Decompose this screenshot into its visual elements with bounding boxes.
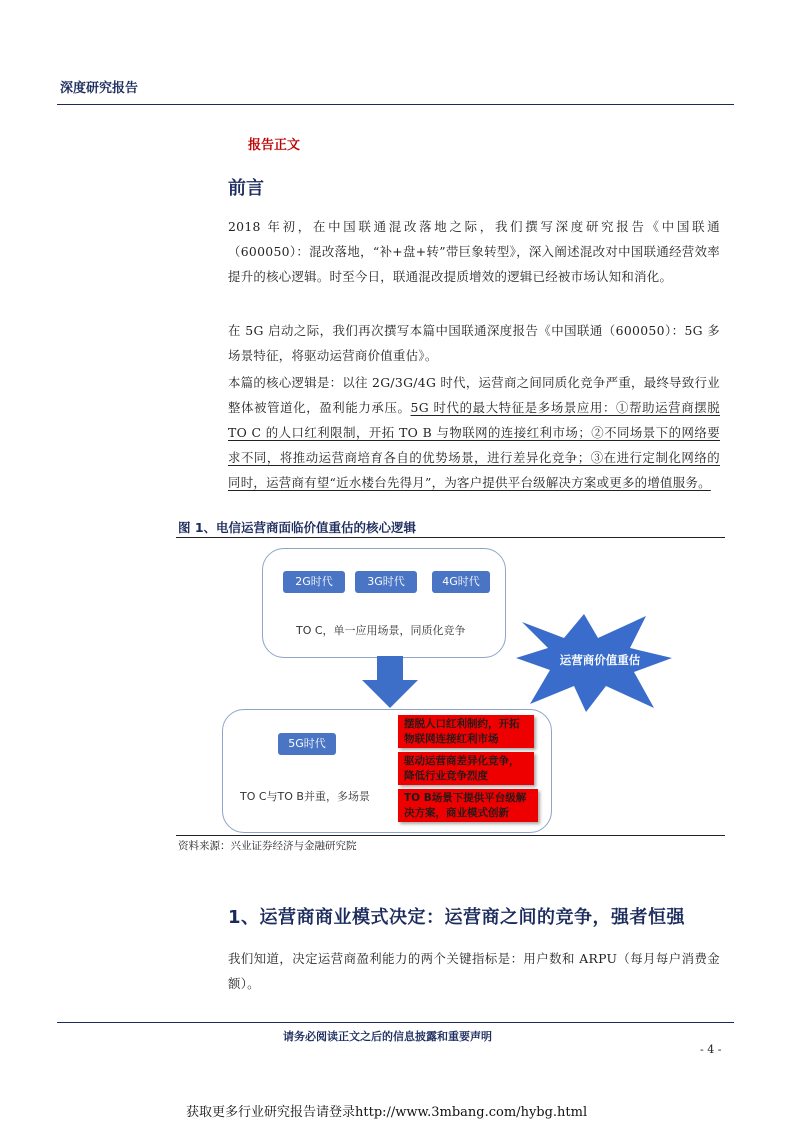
red-box-platform-solutions: TO B场景下提供平台级解决方案，商业模式创新 — [398, 789, 538, 822]
figure-source: 资料来源：兴业证券经济与金融研究院 — [178, 840, 357, 852]
5g-era-label: TO C与TO B并重，多场景 — [240, 790, 370, 803]
header-title: 深度研究报告 — [60, 81, 139, 96]
page-number: - 4 - — [700, 1043, 722, 1056]
figure-top-rule — [176, 537, 725, 538]
red-box-differentiated-competition: 驱动运营商差异化竞争，降低行业竞争烈度 — [398, 752, 534, 785]
down-arrow-icon — [360, 656, 420, 710]
value-revaluation-label: 运营商价值重估 — [559, 653, 641, 667]
header-rule — [57, 104, 734, 105]
era-3g-badge: 3G时代 — [355, 571, 417, 593]
section-1-paragraph: 我们知道，决定运营商盈利能力的两个关键指标是：用户数和 ARPU（每月每户消费金额）。 — [228, 951, 720, 991]
footer-rule — [57, 1022, 734, 1023]
download-link[interactable]: 获取更多行业研究报告请登录http://www.3mbang.com/hybg.html — [186, 1105, 588, 1120]
figure-bottom-rule — [176, 835, 725, 836]
era-5g-badge: 5G时代 — [278, 733, 336, 755]
footer-disclaimer: 请务必阅读正文之后的信息披露和重要声明 — [283, 1030, 492, 1043]
legacy-eras-box — [262, 548, 506, 658]
era-4g-badge: 4G时代 — [432, 571, 490, 593]
preface-paragraph-1: 2018 年初，在中国联通混改落地之际，我们撰写深度研究报告《中国联通（600050）：混改落地，“补+盘+转”带巨象转型》，深入阐述混改对中国联通经营效率提升的核心逻辑。时至今日，联通混改提质增效的逻辑已经被市场认知和消化。 — [228, 219, 720, 284]
preface-title: 前言 — [228, 178, 264, 199]
figure-title: 图 1、电信运营商面临价值重估的核心逻辑 — [178, 520, 417, 535]
section-label: 报告正文 — [248, 138, 301, 153]
red-box-demographic-dividend: 摆脱人口红利制约，开拓物联网连接红利市场 — [398, 715, 534, 748]
legacy-eras-label: TO C，单一应用场景，同质化竞争 — [296, 624, 466, 637]
preface-paragraph-2: 在 5G 启动之际，我们再次撰写本篇中国联通深度报告《中国联通（600050）：5G 多场景特征，将驱动运营商价值重估》。 — [228, 323, 720, 363]
paragraph-3-underlined: 5G 时代的最大特征是多场景应用：①帮助运营商摆脱 TO C 的人口红利限制，开拓 TO B 与物联网的连接红利市场；②不同场景下的网络要求不同，将推动运营商培育各自的优势场景，进行差异化竞争；③在进行定制化网络的同时，运营商有望“近水楼台先得月”，为客户提供平台级解决方案或更多的增值服务。 — [228, 400, 720, 490]
paragraph-3-plain: 本篇的核心逻辑是：以往 2G/3G/4G 时代，运营商之间同质化竞争严重，最终导致行业整体被管道化，盈利能力承压。 — [228, 375, 720, 415]
preface-paragraph-3 — [228, 370, 720, 495]
era-2g-badge: 2G时代 — [283, 571, 345, 593]
section-1-title: 1、运营商商业模式决定：运营商之间的竞争，强者恒强 — [228, 907, 686, 928]
